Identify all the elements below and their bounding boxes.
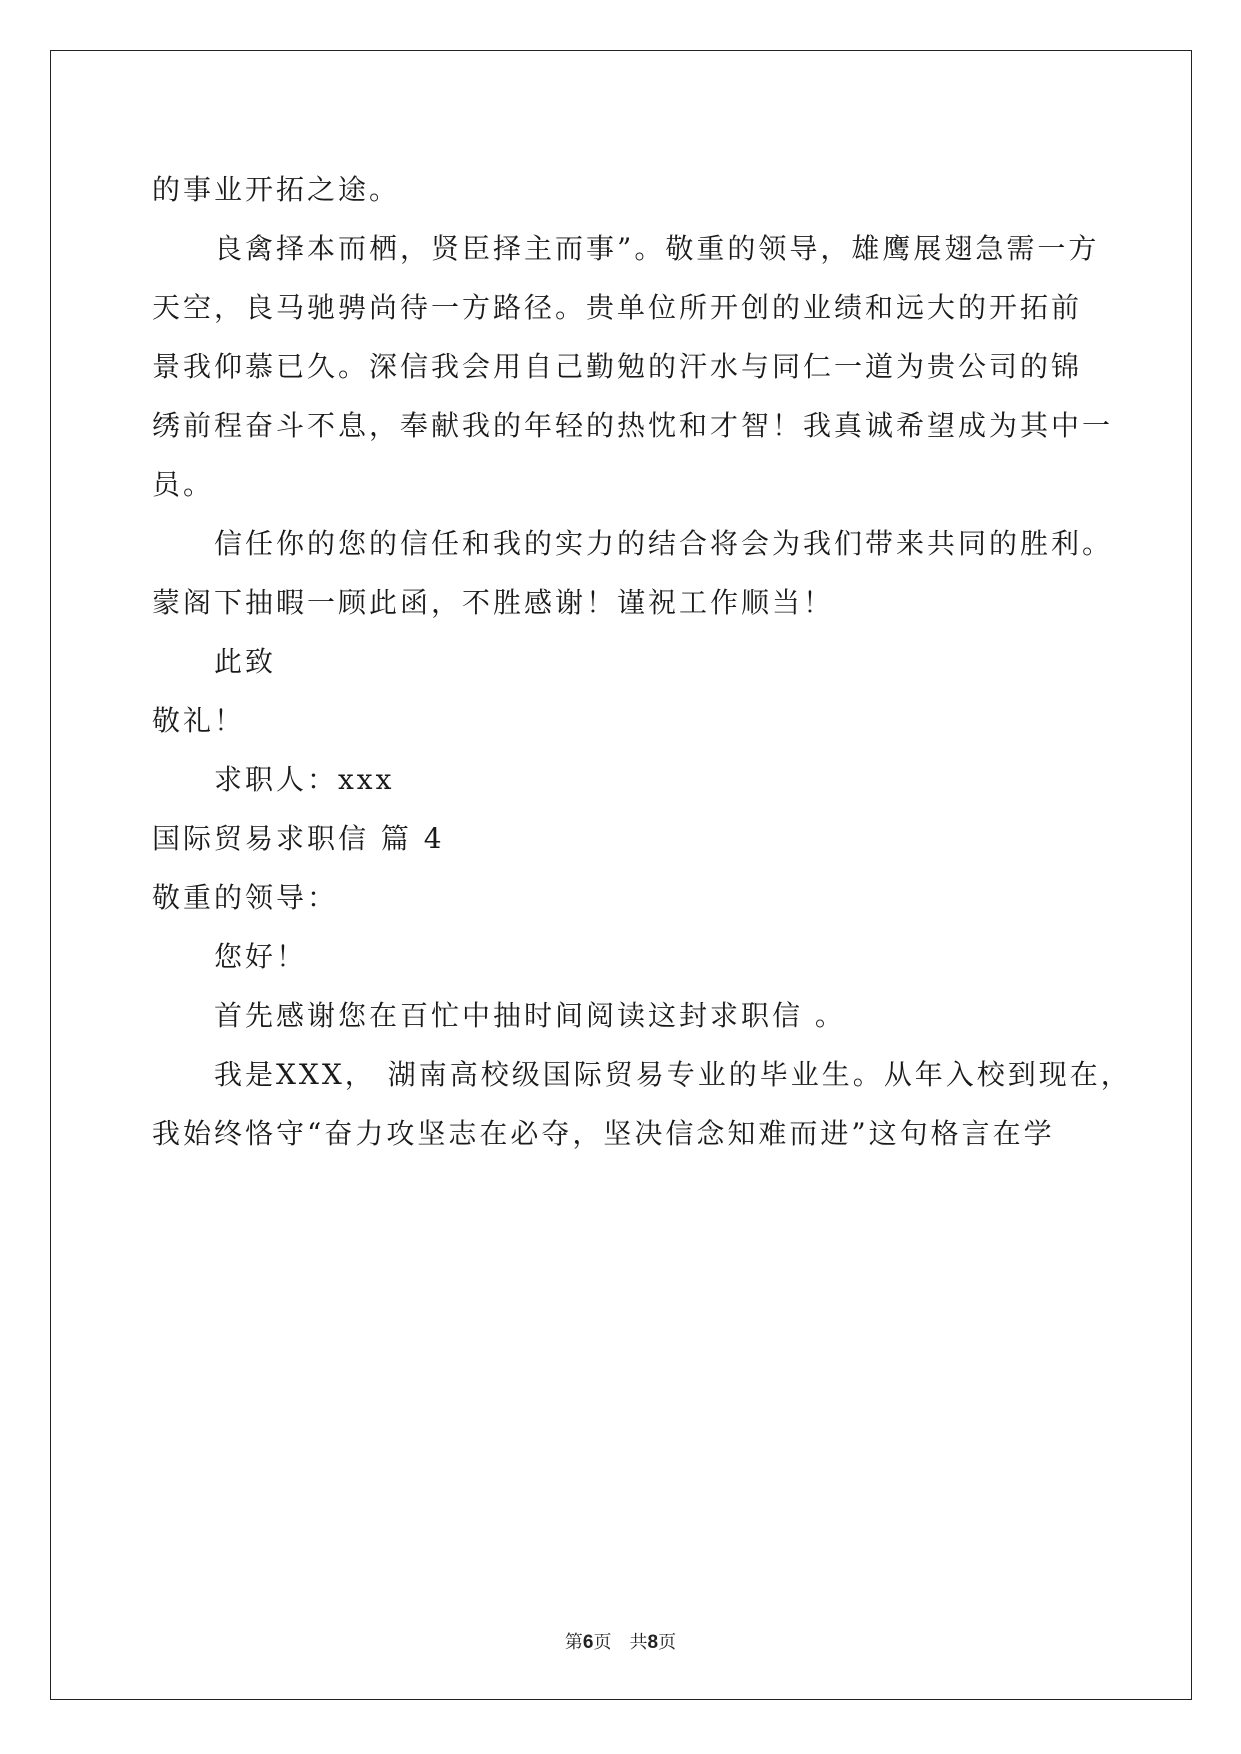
text-line: 绣前程奋斗不息，奉献我的年轻的热忱和才智！我真诚希望成为其中一 xyxy=(152,409,1114,442)
signature-line: 求职人：xxx xyxy=(214,763,395,796)
text-line: 景我仰慕已久。深信我会用自己勤勉的汗水与同仁一道为贵公司的锦 xyxy=(152,350,1083,383)
current-page-number: 6 xyxy=(582,1632,594,1653)
total-page-number: 8 xyxy=(647,1632,659,1653)
footer-suffix: 页 xyxy=(658,1632,677,1653)
footer-mid: 页 共 xyxy=(593,1632,648,1653)
text-line: 我始终恪守“奋力攻坚志在必夺，坚决信念知难而进”这句格言在学 xyxy=(152,1117,1055,1150)
text-line: 天空，良马驰骋尚待一方路径。贵单位所开创的业绩和远大的开拓前 xyxy=(152,291,1083,324)
text-line: 我是XXX， 湖南高校级国际贸易专业的毕业生。从年入校到现在， xyxy=(214,1058,1132,1091)
text-line: 员。 xyxy=(152,468,215,501)
footer-prefix: 第 xyxy=(564,1632,583,1653)
closing-salutation: 此致 xyxy=(214,645,277,678)
document-body xyxy=(152,160,1132,1163)
text-line: 信任你的您的信任和我的实力的结合将会为我们带来共同的胜利。 xyxy=(214,527,1114,560)
text-line: 您好！ xyxy=(214,940,308,973)
text-line: 的事业开拓之途。 xyxy=(152,173,401,206)
section-heading: 国际贸易求职信 篇 4 xyxy=(152,822,445,855)
text-line: 首先感谢您在百忙中抽时间阅读这封求职信 。 xyxy=(214,999,846,1032)
text-line: 良禽择本而栖，贤臣择主而事”。敬重的领导，雄鹰展翅急需一方 xyxy=(214,232,1100,265)
text-line: 蒙阁下抽暇一顾此函，不胜感谢！谨祝工作顺当！ xyxy=(152,586,835,619)
closing-regards: 敬礼！ xyxy=(152,704,246,737)
greeting: 敬重的领导： xyxy=(152,881,339,914)
page-footer xyxy=(0,1628,1241,1654)
